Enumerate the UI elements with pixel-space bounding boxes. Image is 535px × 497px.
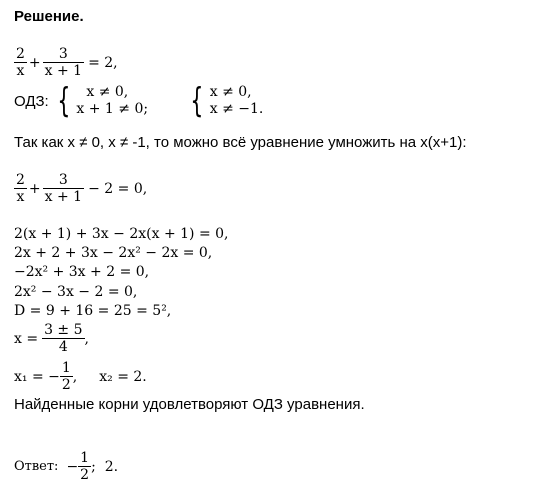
denominator: 2: [80, 467, 90, 483]
roots-values: [14, 360, 147, 393]
x1-lhs: x₁ = −: [14, 368, 60, 385]
numerator: 3 ± 5: [44, 322, 83, 338]
numerator: 3: [58, 172, 68, 188]
odz-block: [14, 81, 264, 121]
odz-system-1: [53, 81, 149, 121]
fraction-2-over-x: [14, 172, 27, 205]
x1-fraction: [60, 360, 73, 393]
system-line: x ≠ −1.: [209, 101, 264, 117]
left-brace-icon: {: [57, 81, 71, 121]
left-brace-icon: {: [190, 81, 204, 121]
answer-line: [14, 450, 118, 483]
x-equals: x =: [14, 330, 39, 347]
odz-system-2: [186, 81, 264, 121]
numerator: 2: [16, 46, 25, 62]
equation-original: [14, 46, 118, 79]
denominator: 2: [61, 377, 71, 393]
conclusion-text: Найденные корни удовлетворяют ОДЗ уравнения.: [14, 396, 365, 413]
explanation-text: Так как x ≠ 0, x ≠ -1, то можно всё уравнение умножить на x(x+1):: [14, 134, 467, 151]
rhs: − 2 = 0,: [88, 180, 148, 197]
answer-tail: ; 2.: [91, 458, 119, 475]
denominator: 4: [42, 338, 84, 355]
minus-sign: −: [66, 458, 79, 475]
system-line: x + 1 ≠ 0;: [76, 101, 149, 117]
system-line: x ≠ 0,: [86, 84, 129, 100]
numerator: 1: [80, 450, 90, 466]
x2-value: x₂ = 2.: [99, 368, 147, 385]
plus-sign: +: [28, 180, 41, 197]
fraction-3-over-x-plus-1: [43, 46, 84, 79]
numerator: 1: [61, 360, 71, 376]
numerator: 2: [16, 172, 25, 188]
numerator: 3: [58, 46, 68, 62]
derivation-line-3: −2x² + 3x + 2 = 0,: [14, 264, 150, 280]
fraction-2-over-x: [14, 46, 27, 79]
plus-sign: +: [28, 54, 41, 71]
comma: ,: [72, 368, 78, 385]
roots-formula: [14, 322, 89, 355]
odz-label: ОДЗ:: [14, 92, 49, 110]
discriminant-line: D = 9 + 16 = 25 = 5²,: [14, 303, 172, 319]
derivation-line-2: 2x + 2 + 3x − 2x² − 2x = 0,: [14, 245, 213, 261]
derivation-line-1: 2(x + 1) + 3x − 2x(x + 1) = 0,: [14, 226, 229, 242]
comma: ,: [84, 330, 89, 347]
derivation-line-4: 2x² − 3x − 2 = 0,: [14, 284, 138, 300]
denominator: x: [14, 62, 27, 79]
roots-fraction: [42, 322, 84, 355]
denominator: x + 1: [44, 63, 83, 79]
solution-title: Решение.: [14, 8, 84, 25]
denominator: x: [14, 188, 27, 205]
answer-fraction: [78, 450, 91, 483]
equation-rearranged: [14, 172, 147, 205]
fraction-3-over-x-plus-1: [43, 172, 84, 205]
rhs: = 2,: [88, 54, 118, 71]
system-line: x ≠ 0,: [209, 84, 252, 100]
denominator: x + 1: [44, 189, 83, 205]
answer-label: Ответ:: [14, 459, 59, 474]
